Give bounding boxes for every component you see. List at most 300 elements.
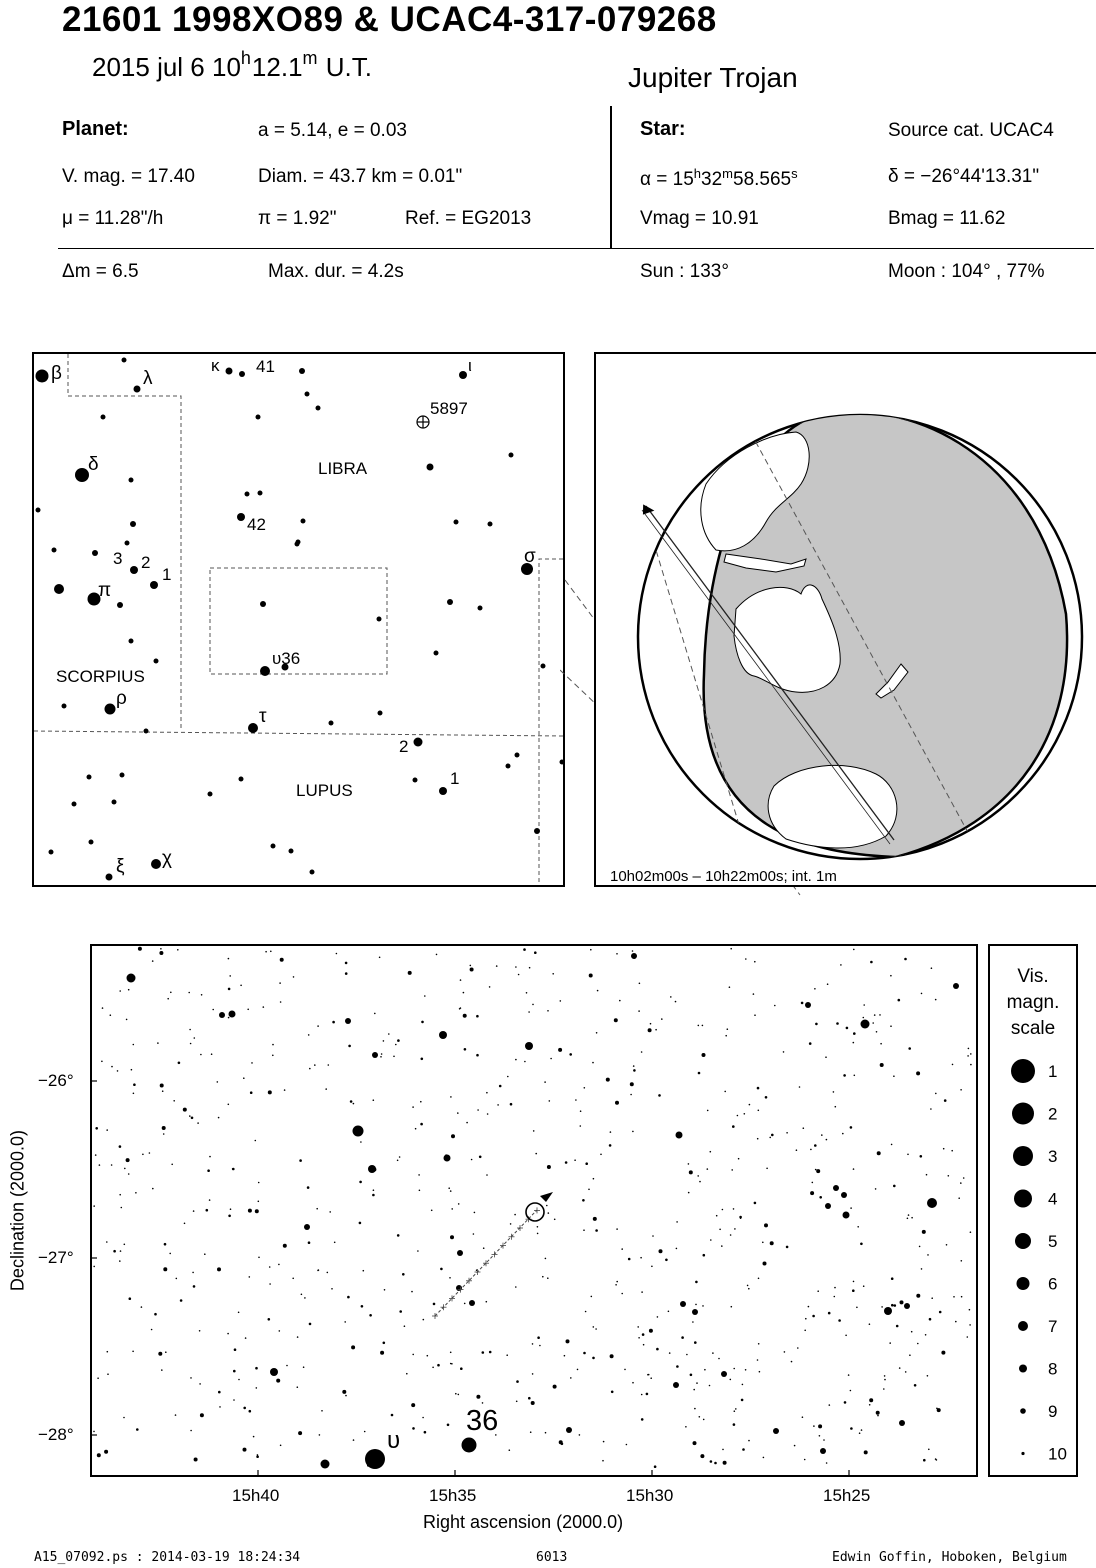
star-dot	[812, 1315, 815, 1318]
star-dot	[869, 1323, 871, 1325]
star-dot	[838, 1319, 841, 1322]
star-dot	[347, 1296, 350, 1299]
star-dot	[574, 1159, 576, 1161]
star-dot	[188, 992, 190, 994]
star-dot	[577, 1369, 579, 1371]
star-dot	[564, 1355, 566, 1357]
star-dot	[695, 1304, 697, 1306]
event-datetime: 2015 jul 6 10$^h$12.1$^m$ U.T.	[92, 48, 372, 82]
star-dot	[270, 951, 272, 953]
star-dot	[173, 1100, 175, 1102]
star-dot	[558, 1048, 562, 1052]
star-dot	[804, 1330, 806, 1332]
star-dot	[814, 1144, 817, 1147]
star-dot	[272, 1044, 274, 1046]
star-dot	[725, 1035, 727, 1037]
star-dot	[162, 1090, 164, 1092]
star-dot	[460, 1367, 463, 1370]
star-dot	[749, 1104, 751, 1106]
label-scorpius: SCORPIUS	[56, 667, 145, 686]
star-dot	[815, 1023, 818, 1026]
star-dot	[151, 859, 161, 869]
star-dot	[616, 953, 618, 955]
star-dot	[547, 1165, 551, 1169]
star-dot	[237, 513, 245, 521]
star-dot	[189, 1029, 191, 1031]
star-dot	[850, 1207, 852, 1209]
star-dot	[742, 1448, 745, 1451]
max-duration: Max. dur. = 4.2s	[268, 261, 404, 282]
star-dot	[228, 1215, 231, 1218]
star-dot	[345, 972, 348, 975]
star-dot	[593, 1178, 595, 1180]
star-dec: δ = −26°44'13.31"	[888, 166, 1040, 187]
star-dot	[927, 1254, 929, 1256]
star-dot	[943, 1148, 945, 1150]
star-dot	[397, 1234, 400, 1237]
star-dot	[579, 1434, 581, 1436]
star-dot	[827, 983, 829, 985]
star-dot	[916, 1294, 920, 1298]
star-dot	[641, 1418, 644, 1421]
star-dot	[891, 1144, 893, 1146]
star-dot	[890, 975, 892, 977]
star-dot	[794, 1445, 796, 1447]
star-dot	[133, 1083, 136, 1086]
star-dot	[650, 1023, 652, 1025]
star-dot	[391, 1414, 394, 1417]
star-dot	[881, 1306, 883, 1308]
star-dot	[454, 520, 459, 525]
star-dot	[436, 954, 438, 956]
star-dot	[247, 1009, 249, 1011]
star-dot	[175, 1414, 177, 1416]
star-dot	[458, 1394, 460, 1396]
star-dot	[106, 1241, 108, 1243]
star-dot	[600, 1154, 602, 1156]
star-dot	[514, 1214, 516, 1216]
star-dot	[162, 1126, 166, 1130]
star-dot	[525, 1042, 533, 1050]
star-dot	[791, 1361, 793, 1363]
star-dot	[766, 1168, 768, 1170]
star-dot	[218, 1117, 220, 1119]
star-dot	[544, 1081, 546, 1083]
star-dot	[190, 1430, 192, 1432]
label-1: 1	[162, 565, 172, 584]
star-dot	[258, 491, 263, 496]
star-dot	[565, 1161, 568, 1164]
star-dot	[941, 1351, 945, 1355]
star-dot	[696, 1382, 698, 1384]
star-dot	[649, 1329, 653, 1333]
star-dot	[132, 1351, 134, 1353]
star-dot	[668, 1311, 670, 1313]
star-dot	[395, 1044, 397, 1046]
star-dot	[234, 1348, 237, 1351]
star-dot	[451, 1134, 455, 1138]
star-dot	[359, 1222, 362, 1225]
star-dot	[595, 1328, 597, 1330]
star-dot	[258, 1201, 260, 1203]
star-dot	[704, 1369, 706, 1371]
star-dot	[258, 1182, 260, 1184]
star-dot	[944, 1099, 947, 1102]
star-dot	[939, 1311, 942, 1314]
star-dot	[786, 1246, 789, 1249]
star-dot	[533, 1130, 535, 1132]
star-dot	[688, 1163, 690, 1165]
star-dot	[757, 1087, 760, 1090]
star-dot	[152, 1188, 154, 1190]
star-dot	[727, 1028, 729, 1030]
star-dot	[462, 1438, 477, 1453]
star-dot	[914, 1384, 917, 1387]
star-dot	[421, 1058, 424, 1061]
star-dot	[699, 1416, 701, 1418]
star-dot	[804, 1459, 806, 1461]
star-dot	[92, 550, 98, 556]
star-dot	[506, 764, 511, 769]
star-dot	[757, 1138, 759, 1140]
star-dot	[864, 1450, 868, 1454]
star-dot	[853, 1032, 856, 1035]
star-dot	[899, 1420, 905, 1426]
star-dot	[908, 1214, 910, 1216]
star-dot	[411, 1403, 415, 1407]
star-dot	[733, 1368, 735, 1370]
legend-entry-label: 2	[1048, 1104, 1058, 1124]
star-dot	[515, 753, 520, 758]
star-dot	[209, 1156, 211, 1158]
star-dot	[970, 1053, 972, 1055]
star-dot	[723, 1461, 727, 1465]
star-dot	[344, 1321, 346, 1323]
star-dot	[423, 1319, 425, 1321]
star-dot	[842, 1133, 844, 1135]
star-dot	[509, 1449, 511, 1451]
star-dot	[676, 1221, 678, 1223]
star-dot	[456, 1285, 462, 1291]
star-dot	[271, 844, 276, 849]
star-dot	[303, 1366, 305, 1368]
star-dot	[212, 1009, 214, 1011]
star-dot	[206, 1209, 209, 1212]
star-dot	[200, 1413, 204, 1417]
star-dot	[233, 1399, 235, 1401]
star-dot	[595, 1229, 598, 1232]
star-dot	[309, 1323, 312, 1326]
star-dot	[879, 1014, 881, 1016]
finder-chart	[32, 352, 565, 887]
star-dot	[177, 949, 179, 951]
star-dot	[208, 792, 213, 797]
star-dot	[670, 996, 672, 998]
star-dot	[710, 1151, 712, 1153]
star-dot	[733, 1423, 736, 1426]
star-dot	[853, 1168, 855, 1170]
star-dot	[818, 1424, 822, 1428]
x-axis-label: Right ascension (2000.0)	[423, 1512, 624, 1532]
star-dot	[732, 1125, 735, 1128]
star-dot	[458, 1203, 460, 1205]
planet-orbit: a = 5.14, e = 0.03	[258, 120, 407, 141]
star-dot	[129, 639, 134, 644]
star-dot	[448, 1187, 450, 1189]
star-dot	[826, 1462, 828, 1464]
star-dot	[537, 1233, 539, 1235]
star-dot	[363, 1270, 365, 1272]
star-dot	[676, 1132, 683, 1139]
star-dot	[193, 1210, 195, 1212]
label-lambda: λ	[143, 368, 153, 389]
moon-info: Moon : 104° , 77%	[888, 261, 1045, 282]
star-dot	[471, 1159, 473, 1161]
finder-stars	[36, 358, 564, 881]
star-dot	[97, 1453, 101, 1457]
star-dot	[431, 1210, 433, 1212]
star-dot	[758, 1343, 760, 1345]
star-dot	[329, 721, 334, 726]
star-dot	[276, 1379, 280, 1383]
star-dot	[722, 1449, 724, 1451]
star-dot	[450, 1096, 452, 1098]
star-dot	[377, 617, 382, 622]
x-tick-1535: 15h35	[429, 1486, 477, 1505]
star-dot	[532, 1004, 534, 1006]
star-dot	[516, 1401, 518, 1403]
star-dot	[383, 1040, 385, 1042]
star-dot	[240, 985, 242, 987]
label-pi: π	[98, 580, 112, 601]
star-dot	[509, 453, 514, 458]
star-dot	[269, 1266, 271, 1268]
star-dot	[911, 1217, 913, 1219]
star-dot	[427, 464, 434, 471]
star-dot	[763, 1457, 765, 1459]
star-dot	[52, 548, 57, 553]
star-dot	[845, 1335, 847, 1337]
star-dot	[702, 1305, 704, 1307]
star-dot	[552, 973, 554, 975]
star-dot	[580, 1125, 582, 1127]
star-dot	[707, 1168, 709, 1170]
star-dot	[463, 1014, 467, 1018]
star-dot	[54, 584, 64, 594]
sun-elongation: Sun : 133°	[640, 261, 729, 282]
star-dot	[948, 1175, 950, 1177]
star-dot	[248, 723, 258, 733]
star-dot	[834, 1296, 836, 1298]
star-dot	[123, 1417, 125, 1419]
star-dot	[515, 1059, 517, 1061]
star-dot	[125, 541, 130, 546]
star-dot	[93, 1205, 95, 1207]
star-dot	[411, 1291, 413, 1293]
star-dot	[812, 1182, 814, 1184]
star-dot	[890, 1025, 892, 1027]
star-dot	[515, 966, 517, 968]
star-dot	[200, 1054, 202, 1056]
star-dot	[969, 1309, 971, 1311]
star-dot	[673, 1382, 679, 1388]
legend-entry-label: 6	[1048, 1274, 1058, 1294]
star-dot	[921, 1268, 923, 1270]
star-dot	[193, 1285, 196, 1288]
star-dot	[869, 1404, 871, 1406]
star-dot	[680, 1301, 686, 1307]
star-dot	[537, 1226, 539, 1228]
star-dot	[457, 1112, 459, 1114]
star-dot	[532, 1373, 534, 1375]
star-dot	[676, 1248, 678, 1250]
star-dot	[412, 1106, 414, 1108]
star-dot	[539, 1345, 541, 1347]
star-dot	[169, 1253, 171, 1255]
star-dot	[319, 1434, 321, 1436]
star-dot	[619, 1000, 621, 1002]
star-dot	[130, 566, 138, 574]
star-dot	[656, 1348, 659, 1351]
star-dot	[859, 1432, 861, 1434]
star-dot	[1015, 1233, 1031, 1249]
star-dot	[473, 1233, 475, 1235]
star-dot	[857, 1226, 859, 1228]
star-dot	[833, 1091, 835, 1093]
star-dot	[439, 1031, 447, 1039]
star-dot	[171, 1164, 173, 1166]
star-dot	[384, 1289, 386, 1291]
star-dot	[853, 949, 855, 951]
star-dot	[592, 1357, 595, 1360]
star-dot	[227, 1333, 229, 1335]
star-vmag: Vmag = 10.91	[640, 208, 759, 229]
star-dot	[802, 1416, 804, 1418]
star-dot	[507, 1076, 509, 1078]
star-dot	[967, 1336, 969, 1338]
globe-caption: 10h02m00s – 10h22m00s; int. 1m	[610, 868, 837, 885]
star-dot	[689, 1170, 693, 1174]
star-dot	[632, 950, 634, 952]
star-dot	[813, 1425, 815, 1427]
star-dot	[239, 777, 244, 782]
star-dot	[250, 1091, 253, 1094]
star-dot	[921, 993, 923, 995]
star-dot	[117, 602, 123, 608]
planet-diameter: Diam. = 43.7 km = 0.01"	[258, 166, 463, 187]
star-dot	[758, 1110, 760, 1112]
star-dot	[589, 974, 593, 978]
star-dot	[408, 971, 412, 975]
star-dot	[183, 1108, 187, 1112]
star-dot	[486, 1092, 488, 1094]
star-dot	[154, 659, 159, 664]
star-dot	[770, 1241, 774, 1245]
star-dot	[843, 1074, 846, 1077]
star-dot	[920, 1155, 923, 1158]
star-dot	[365, 1449, 385, 1469]
star-dot	[836, 1022, 839, 1025]
star-dot	[1019, 1365, 1027, 1373]
star-dot	[149, 1152, 151, 1154]
star-dot	[582, 1199, 585, 1202]
planet-parallax: π = 1.92"	[258, 208, 337, 229]
star-dot	[260, 666, 270, 676]
star-dot	[1021, 1452, 1024, 1455]
star-dot	[126, 1019, 128, 1021]
star-dot	[611, 1391, 614, 1394]
star-dot	[630, 1094, 632, 1096]
object-category: Jupiter Trojan	[628, 62, 798, 93]
star-dot	[190, 1377, 192, 1379]
header-rule	[58, 248, 1094, 249]
star-dot	[709, 1385, 711, 1387]
label-3: 3	[113, 549, 123, 568]
star-dot	[105, 704, 116, 715]
star-dot	[164, 1243, 167, 1246]
antarctica	[768, 765, 897, 848]
star-dot	[797, 1347, 799, 1349]
star-dot	[482, 1351, 485, 1354]
star-dot	[718, 1358, 720, 1360]
star-dot	[904, 1303, 910, 1309]
star-dot	[809, 1042, 812, 1045]
star-dot	[317, 1025, 319, 1027]
star-ra: $\alpha = 15^h32^m58.565^s$	[640, 166, 798, 190]
star-dot	[850, 1390, 852, 1392]
star-dot	[535, 1153, 537, 1155]
star-dot	[843, 1212, 850, 1219]
star-dot	[593, 1217, 597, 1221]
star-dot	[474, 1212, 476, 1214]
star-dot	[280, 1445, 282, 1447]
star-dot	[327, 1272, 329, 1274]
star-dot	[681, 1336, 684, 1339]
star-dot	[853, 1281, 855, 1283]
star-dot	[730, 948, 732, 950]
star-dot	[120, 1250, 122, 1252]
star-dot	[754, 961, 756, 963]
detail-chart-svg	[92, 946, 976, 1475]
star-dot	[690, 1374, 693, 1377]
star-dot	[724, 1091, 726, 1093]
star-dot	[694, 1408, 696, 1410]
star-dot	[861, 1020, 870, 1029]
star-dot	[610, 1131, 612, 1133]
star-dot	[422, 1417, 424, 1419]
star-dot	[447, 1424, 450, 1427]
star-dot	[107, 1373, 109, 1375]
page-title: 21601 1998XO89 & UCAC4-317-079268	[62, 0, 717, 39]
star-dot	[178, 1062, 181, 1065]
star-dot	[167, 998, 169, 1000]
magnitude-legend	[988, 944, 1078, 1477]
star-dot	[184, 1223, 186, 1225]
star-dot	[97, 1377, 99, 1379]
star-dot	[648, 1374, 650, 1376]
star-dot	[249, 1410, 252, 1413]
star-dot	[124, 1244, 126, 1246]
star-dot	[150, 581, 158, 589]
star-dot	[439, 787, 447, 795]
star-dot	[256, 1387, 258, 1389]
star-dot	[321, 1460, 330, 1469]
star-dot	[703, 1254, 706, 1257]
legend-entry-label: 5	[1048, 1232, 1058, 1251]
star-dot	[615, 1284, 617, 1286]
star-dot	[875, 1188, 877, 1190]
star-dot	[269, 1283, 271, 1285]
